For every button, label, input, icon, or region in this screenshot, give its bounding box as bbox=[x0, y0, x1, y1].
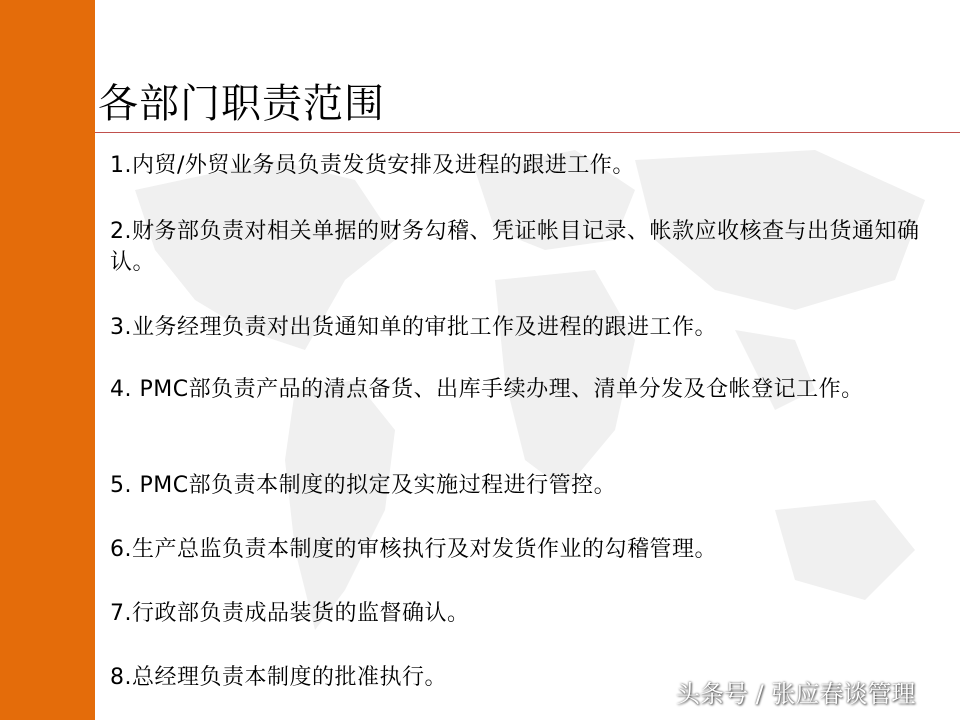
list-item: 8.总经理负责本制度的批准执行。 bbox=[110, 665, 447, 690]
list-item: 3.业务经理负责对出货通知单的审批工作及进程的跟进工作。 bbox=[110, 315, 717, 340]
left-accent-bar bbox=[0, 0, 95, 720]
list-item: 6.生产总监负责本制度的审核执行及对发货作业的勾稽管理。 bbox=[110, 537, 717, 562]
list-item: 4. PMC部负责产品的清点备货、出库手续办理、清单分发及仓帐登记工作。 bbox=[110, 377, 864, 402]
list-item: 5. PMC部负责本制度的拟定及实施过程进行管控。 bbox=[110, 473, 617, 498]
list-item: 2.财务部负责对相关单据的财务勾稽、凭证帐目记录、帐款应收核查与出货通知确认。 bbox=[110, 219, 920, 275]
list-item: 7.行政部负责成品装货的监督确认。 bbox=[110, 601, 470, 626]
title-divider bbox=[95, 132, 960, 133]
watermark: 头条号 / 张应春谈管理 bbox=[676, 680, 916, 708]
list-item: 1.内贸/外贸业务员负责发货安排及进程的跟进工作。 bbox=[110, 153, 635, 178]
slide-title: 各部门职责范围 bbox=[98, 81, 385, 127]
